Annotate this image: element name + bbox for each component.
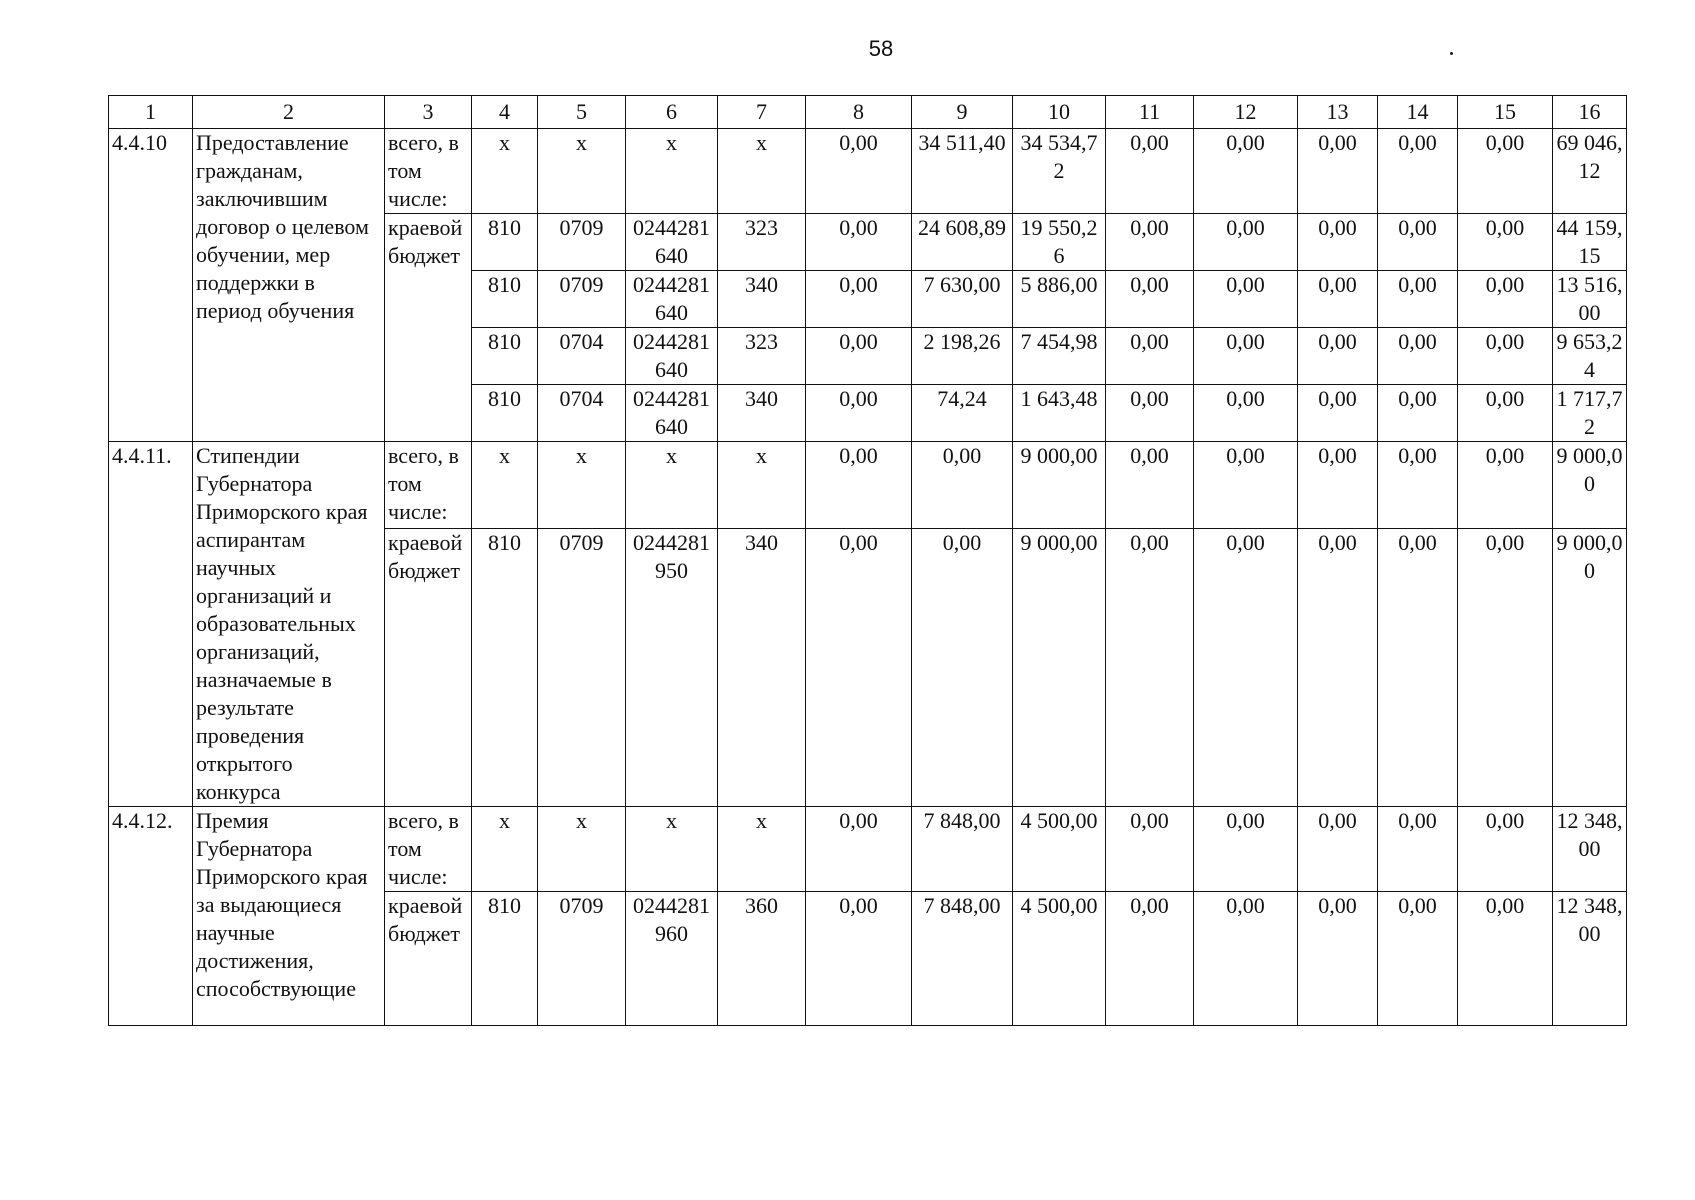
cell-c7: х — [718, 807, 806, 892]
source-label: краевой бюджет — [385, 529, 472, 807]
cell-c12: 0,00 — [1194, 807, 1298, 892]
cell-c9: 2 198,26 — [912, 328, 1013, 385]
cell-c12: 0,00 — [1194, 129, 1298, 214]
cell-c5: х — [538, 442, 626, 529]
cell-c11: 0,00 — [1106, 807, 1194, 892]
cell-c8: 0,00 — [806, 807, 912, 892]
cell-c15: 0,00 — [1458, 892, 1553, 1026]
cell-c15: 0,00 — [1458, 807, 1553, 892]
cell-c5: 0709 — [538, 271, 626, 328]
cell-c9: 0,00 — [912, 442, 1013, 529]
section-id: 4.4.11. — [109, 442, 193, 807]
section-name: Стипендии Губернатора Приморского края аспирантам научных организаций и образовательных организаций, назначаемые в результате проведения открытого конкурса — [193, 442, 385, 807]
cell-c9: 24 608,89 — [912, 214, 1013, 271]
cell-c16: 9 653,24 — [1553, 328, 1627, 385]
cell-c10: 5 886,00 — [1013, 271, 1106, 328]
cell-c9: 74,24 — [912, 385, 1013, 442]
column-header: 9 — [912, 96, 1013, 129]
cell-c7: 340 — [718, 529, 806, 807]
cell-c10: 4 500,00 — [1013, 807, 1106, 892]
cell-c15: 0,00 — [1458, 328, 1553, 385]
cell-c8: 0,00 — [806, 385, 912, 442]
cell-c5: 0704 — [538, 385, 626, 442]
cell-c16: 9 000,00 — [1553, 442, 1627, 529]
cell-c13: 0,00 — [1298, 214, 1378, 271]
cell-c14: 0,00 — [1378, 328, 1458, 385]
cell-c9: 7 848,00 — [912, 807, 1013, 892]
cell-c13: 0,00 — [1298, 129, 1378, 214]
cell-c5: 0704 — [538, 328, 626, 385]
cell-c14: 0,00 — [1378, 442, 1458, 529]
scan-dot — [1450, 52, 1453, 55]
cell-c15: 0,00 — [1458, 129, 1553, 214]
cell-c12: 0,00 — [1194, 442, 1298, 529]
cell-c14: 0,00 — [1378, 385, 1458, 442]
cell-c4: х — [472, 129, 538, 214]
cell-c12: 0,00 — [1194, 892, 1298, 1026]
cell-c10: 7 454,98 — [1013, 328, 1106, 385]
section-id: 4.4.10 — [109, 129, 193, 442]
section-name: Предоставление гражданам, заключившим договор о целевом обучении, мер поддержки в период обучения — [193, 129, 385, 442]
cell-c5: 0709 — [538, 892, 626, 1026]
column-header: 7 — [718, 96, 806, 129]
cell-c9: 0,00 — [912, 529, 1013, 807]
cell-c6: х — [626, 442, 718, 529]
table-row — [109, 807, 1627, 892]
column-header: 4 — [472, 96, 538, 129]
cell-c9: 34 511,40 — [912, 129, 1013, 214]
cell-c11: 0,00 — [1106, 892, 1194, 1026]
cell-c8: 0,00 — [806, 892, 912, 1026]
cell-c9: 7 848,00 — [912, 892, 1013, 1026]
cell-c13: 0,00 — [1298, 807, 1378, 892]
cell-c15: 0,00 — [1458, 385, 1553, 442]
cell-c4: 810 — [472, 529, 538, 807]
cell-c4: х — [472, 807, 538, 892]
cell-c8: 0,00 — [806, 529, 912, 807]
cell-c4: х — [472, 442, 538, 529]
cell-c8: 0,00 — [806, 328, 912, 385]
cell-c13: 0,00 — [1298, 328, 1378, 385]
cell-c7: 360 — [718, 892, 806, 1026]
cell-c8: 0,00 — [806, 271, 912, 328]
cell-c6: 0244281640 — [626, 385, 718, 442]
cell-c11: 0,00 — [1106, 442, 1194, 529]
total-label: всего, в том числе: — [385, 807, 472, 892]
cell-c10: 34 534,72 — [1013, 129, 1106, 214]
cell-c16: 69 046,12 — [1553, 129, 1627, 214]
cell-c13: 0,00 — [1298, 271, 1378, 328]
column-header: 10 — [1013, 96, 1106, 129]
cell-c10: 19 550,26 — [1013, 214, 1106, 271]
table-row — [109, 442, 1627, 529]
column-header: 12 — [1194, 96, 1298, 129]
cell-c6: х — [626, 807, 718, 892]
cell-c6: 0244281640 — [626, 271, 718, 328]
column-header: 13 — [1298, 96, 1378, 129]
source-label: краевой бюджет — [385, 892, 472, 1026]
cell-c4: 810 — [472, 892, 538, 1026]
cell-c4: 810 — [472, 328, 538, 385]
cell-c5: 0709 — [538, 214, 626, 271]
cell-c16: 44 159,15 — [1553, 214, 1627, 271]
cell-c15: 0,00 — [1458, 529, 1553, 807]
cell-c4: 810 — [472, 385, 538, 442]
column-header: 8 — [806, 96, 912, 129]
cell-c14: 0,00 — [1378, 529, 1458, 807]
column-header: 11 — [1106, 96, 1194, 129]
cell-c9: 7 630,00 — [912, 271, 1013, 328]
cell-c15: 0,00 — [1458, 271, 1553, 328]
cell-c14: 0,00 — [1378, 892, 1458, 1026]
cell-c11: 0,00 — [1106, 328, 1194, 385]
column-header: 5 — [538, 96, 626, 129]
cell-c5: х — [538, 807, 626, 892]
cell-c7: х — [718, 442, 806, 529]
cell-c4: 810 — [472, 271, 538, 328]
total-label: всего, в том числе: — [385, 129, 472, 214]
column-header: 6 — [626, 96, 718, 129]
cell-c13: 0,00 — [1298, 385, 1378, 442]
cell-c6: х — [626, 129, 718, 214]
cell-c16: 12 348,00 — [1553, 807, 1627, 892]
source-label: краевой бюджет — [385, 214, 472, 442]
cell-c4: 810 — [472, 214, 538, 271]
cell-c5: 0709 — [538, 529, 626, 807]
column-header: 2 — [193, 96, 385, 129]
cell-c10: 9 000,00 — [1013, 529, 1106, 807]
column-header: 14 — [1378, 96, 1458, 129]
column-header: 15 — [1458, 96, 1553, 129]
cell-c10: 4 500,00 — [1013, 892, 1106, 1026]
cell-c8: 0,00 — [806, 129, 912, 214]
cell-c14: 0,00 — [1378, 807, 1458, 892]
total-label: всего, в том числе: — [385, 442, 472, 529]
cell-c11: 0,00 — [1106, 385, 1194, 442]
cell-c5: х — [538, 129, 626, 214]
cell-c12: 0,00 — [1194, 271, 1298, 328]
cell-c6: 0244281640 — [626, 328, 718, 385]
cell-c15: 0,00 — [1458, 442, 1553, 529]
cell-c13: 0,00 — [1298, 442, 1378, 529]
cell-c13: 0,00 — [1298, 892, 1378, 1026]
cell-c10: 1 643,48 — [1013, 385, 1106, 442]
cell-c12: 0,00 — [1194, 385, 1298, 442]
section-name: Премия Губернатора Приморского края за выдающиеся научные достижения, способствующие — [193, 807, 385, 1026]
cell-c7: х — [718, 129, 806, 214]
cell-c14: 0,00 — [1378, 271, 1458, 328]
column-header: 1 — [109, 96, 193, 129]
cell-c15: 0,00 — [1458, 214, 1553, 271]
cell-c7: 323 — [718, 214, 806, 271]
cell-c11: 0,00 — [1106, 129, 1194, 214]
cell-c7: 340 — [718, 271, 806, 328]
budget-table — [108, 95, 1627, 1026]
cell-c8: 0,00 — [806, 214, 912, 271]
header-row — [109, 96, 1627, 129]
column-header: 16 — [1553, 96, 1627, 129]
cell-c7: 340 — [718, 385, 806, 442]
cell-c12: 0,00 — [1194, 214, 1298, 271]
column-header: 3 — [385, 96, 472, 129]
cell-c12: 0,00 — [1194, 328, 1298, 385]
section-id: 4.4.12. — [109, 807, 193, 1026]
cell-c11: 0,00 — [1106, 529, 1194, 807]
page-number: 58 — [868, 36, 894, 61]
cell-c6: 0244281640 — [626, 214, 718, 271]
cell-c16: 12 348,00 — [1553, 892, 1627, 1026]
cell-c16: 1 717,72 — [1553, 385, 1627, 442]
cell-c12: 0,00 — [1194, 529, 1298, 807]
cell-c14: 0,00 — [1378, 129, 1458, 214]
table-row — [109, 129, 1627, 214]
cell-c6: 0244281950 — [626, 529, 718, 807]
cell-c11: 0,00 — [1106, 214, 1194, 271]
cell-c13: 0,00 — [1298, 529, 1378, 807]
cell-c8: 0,00 — [806, 442, 912, 529]
cell-c14: 0,00 — [1378, 214, 1458, 271]
cell-c10: 9 000,00 — [1013, 442, 1106, 529]
cell-c11: 0,00 — [1106, 271, 1194, 328]
cell-c16: 13 516,00 — [1553, 271, 1627, 328]
cell-c7: 323 — [718, 328, 806, 385]
cell-c16: 9 000,00 — [1553, 529, 1627, 807]
cell-c6: 0244281960 — [626, 892, 718, 1026]
